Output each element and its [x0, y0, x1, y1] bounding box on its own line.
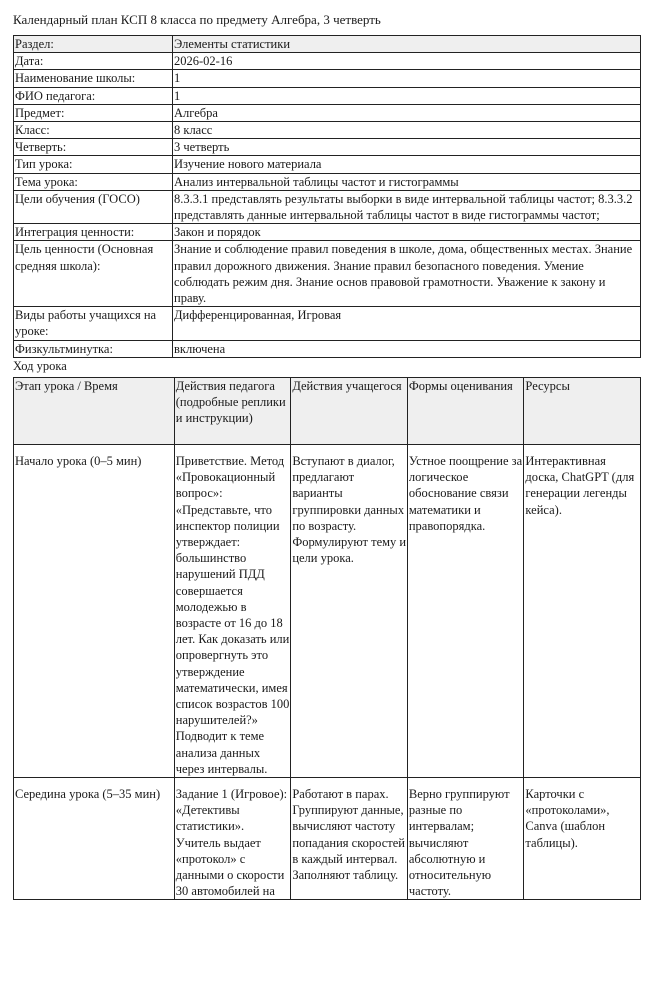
stage-cell: Середина урока (5–35 мин): [14, 778, 175, 900]
info-label: Интеграция ценности:: [14, 224, 173, 241]
info-row: [14, 53, 641, 70]
lesson-info-table: [13, 35, 641, 358]
info-value: 8 класс: [173, 122, 641, 139]
lesson-flow-heading: Ход урока: [13, 359, 67, 373]
info-row: [14, 87, 641, 104]
info-value: 1: [173, 70, 641, 87]
header-student-actions: Действия учащегося: [291, 378, 408, 445]
student-actions-cell: Вступают в диалог, предлагают варианты группировки данных по возрасту. Формулируют тему и цели урока.: [291, 445, 408, 778]
resources-cell: Интерактивная доска, ChatGPT (для генерации легенды кейса).: [524, 445, 641, 778]
info-label: Дата:: [14, 53, 173, 70]
info-row: [14, 122, 641, 139]
info-row: [14, 173, 641, 190]
info-value: Алгебра: [173, 104, 641, 121]
info-value: Знание и соблюдение правил поведения в школе, дома, общественных местах. Знание правил дорожного движения. Знание правил безопасного поведения. Умение соблюдать режим дня. Знание основ правовой грамотности. Уважение к закону и праву.: [173, 241, 641, 307]
teacher-actions-cell: Приветствие. Метод «Провокационный вопрос»: «Представьте, что инспектор полиции утверждает: большинство нарушений ПДД совершается молодежью в возрасте от 16 до 18 лет. Как доказать или опровергнуть это утверждение математически, имея список возрастов 100 нарушителей?» Подводит к теме анализа данных через интервалы.: [174, 445, 291, 778]
info-row: [14, 190, 641, 223]
page-title: Календарный план КСП 8 класса по предмету Алгебра, 3 четверть: [13, 12, 381, 27]
lesson-flow-table: [13, 377, 641, 900]
info-label: Виды работы учащихся на уроке:: [14, 307, 173, 340]
header-teacher-actions: Действия педагога (подробные реплики и инструкции): [174, 378, 291, 445]
table-row: [14, 445, 641, 778]
info-label: Класс:: [14, 122, 173, 139]
info-label: Тема урока:: [14, 173, 173, 190]
info-row: [14, 241, 641, 307]
assessment-cell: Верно группируют разные по интервалам; вычисляют абсолютную и относительную частоту.: [407, 778, 524, 900]
table-header-row: [14, 378, 641, 445]
header-resources: Ресурсы: [524, 378, 641, 445]
info-row: [14, 36, 641, 53]
info-value: 3 четверть: [173, 139, 641, 156]
info-value: Дифференцированная, Игровая: [173, 307, 641, 340]
info-value: Элементы статистики: [173, 36, 641, 53]
info-label: Раздел:: [14, 36, 173, 53]
info-row: [14, 139, 641, 156]
info-label: Тип урока:: [14, 156, 173, 173]
info-value: Изучение нового материала: [173, 156, 641, 173]
info-row: [14, 340, 641, 357]
info-label: Цели обучения (ГОСО): [14, 190, 173, 223]
header-stage: Этап урока / Время: [14, 378, 175, 445]
info-label: Предмет:: [14, 104, 173, 121]
teacher-actions-cell: Задание 1 (Игровое): «Детективы статистики». Учитель выдает «протокол» с данными о скорости 30 автомобилей на: [174, 778, 291, 900]
info-label: Наименование школы:: [14, 70, 173, 87]
info-row: [14, 307, 641, 340]
info-value: 1: [173, 87, 641, 104]
info-label: Цель ценности (Основная средняя школа):: [14, 241, 173, 307]
info-row: [14, 224, 641, 241]
info-row: [14, 104, 641, 121]
info-value: 8.3.3.1 представлять результаты выборки в виде интервальной таблицы частот; 8.3.3.2 представлять данные интервальной таблицы частот в виде гистограммы частот;: [173, 190, 641, 223]
resources-cell: Карточки с «протоколами», Canva (шаблон таблицы).: [524, 778, 641, 900]
info-label: ФИО педагога:: [14, 87, 173, 104]
info-row: [14, 70, 641, 87]
info-label: Физкультминутка:: [14, 340, 173, 357]
stage-cell: Начало урока (0–5 мин): [14, 445, 175, 778]
info-label: Четверть:: [14, 139, 173, 156]
header-assessment: Формы оценивания: [407, 378, 524, 445]
table-row: [14, 778, 641, 900]
info-row: [14, 156, 641, 173]
info-value: включена: [173, 340, 641, 357]
info-value: Закон и порядок: [173, 224, 641, 241]
assessment-cell: Устное поощрение за логическое обоснование связи математики и правопорядка.: [407, 445, 524, 778]
info-value: Анализ интервальной таблицы частот и гистограммы: [173, 173, 641, 190]
student-actions-cell: Работают в парах. Группируют данные, вычисляют частоту попадания скоростей в каждый интервал. Заполняют таблицу.: [291, 778, 408, 900]
info-value: 2026-02-16: [173, 53, 641, 70]
